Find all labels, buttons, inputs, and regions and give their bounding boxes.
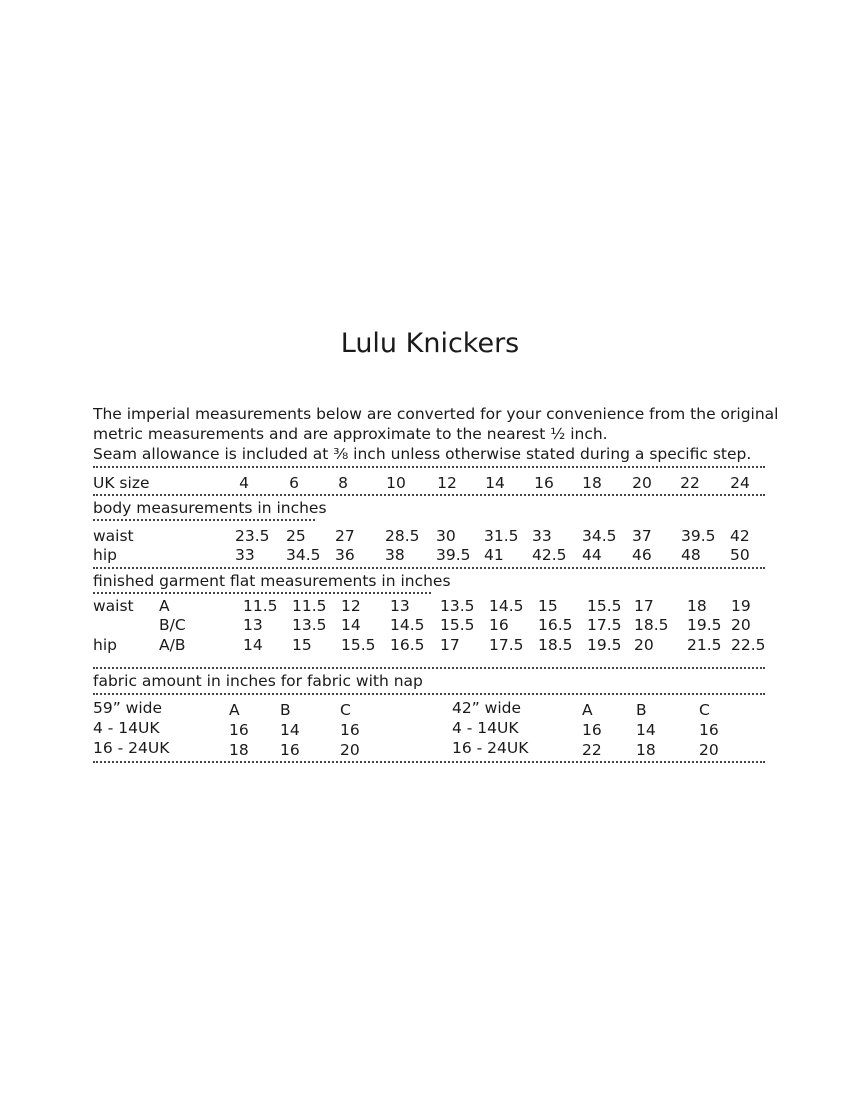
fabric-view-header: B [280, 701, 291, 719]
table-cell: 18 [687, 597, 707, 615]
table-cell: 15 [292, 636, 312, 654]
table-cell: 33 [235, 546, 255, 564]
table-cell: 34.5 [582, 527, 617, 545]
fabric-size-range: 16 - 24UK [93, 739, 170, 757]
divider [93, 667, 765, 669]
table-cell: 11.5 [292, 597, 327, 615]
table-cell: 18.5 [538, 636, 573, 654]
table-cell: 33 [532, 527, 552, 545]
table-cell: 17.5 [489, 636, 524, 654]
fabric-size-range: 16 - 24UK [452, 739, 529, 757]
table-cell: 19.5 [687, 616, 722, 634]
fabric-cell: 20 [340, 741, 360, 759]
table-cell: 39.5 [681, 527, 716, 545]
table-cell: 42.5 [532, 546, 567, 564]
size-header: 10 [386, 474, 406, 492]
table-cell: 39.5 [436, 546, 471, 564]
size-header: 22 [680, 474, 700, 492]
table-cell: 17 [440, 636, 460, 654]
table-cell: 19.5 [587, 636, 622, 654]
table-cell: 16.5 [538, 616, 573, 634]
table-cell: 30 [436, 527, 456, 545]
fabric-view-header: A [229, 701, 240, 719]
view-label: A/B [159, 636, 186, 654]
table-cell: 41 [484, 546, 504, 564]
table-cell: 15 [538, 597, 558, 615]
size-header: 4 [239, 474, 249, 492]
table-cell: 20 [731, 616, 751, 634]
size-header: 6 [289, 474, 299, 492]
table-cell: 20 [634, 636, 654, 654]
size-header: 14 [485, 474, 505, 492]
table-cell: 25 [286, 527, 306, 545]
fabric-cell: 16 [699, 721, 719, 739]
fabric-cell: 14 [636, 721, 656, 739]
table-cell: 31.5 [484, 527, 519, 545]
row-label: hip [93, 546, 117, 564]
fabric-cell: 18 [229, 741, 249, 759]
size-label: UK size [93, 474, 150, 492]
table-cell: 15.5 [587, 597, 622, 615]
table-cell: 17.5 [587, 616, 622, 634]
fabric-view-header: B [636, 701, 647, 719]
table-cell: 14 [243, 636, 263, 654]
size-header: 20 [632, 474, 652, 492]
divider [93, 693, 765, 695]
table-cell: 38 [385, 546, 405, 564]
table-cell: 13 [390, 597, 410, 615]
size-header: 12 [437, 474, 457, 492]
table-cell: 13.5 [292, 616, 327, 634]
size-header: 18 [582, 474, 602, 492]
table-cell: 19 [731, 597, 751, 615]
fabric-width-label: 42” wide [452, 699, 522, 717]
table-cell: 11.5 [243, 597, 278, 615]
table-cell: 21.5 [687, 636, 722, 654]
fabric-cell: 18 [636, 741, 656, 759]
fabric-size-range: 4 - 14UK [93, 719, 160, 737]
table-cell: 48 [681, 546, 701, 564]
size-header: 8 [338, 474, 348, 492]
view-label: B/C [159, 616, 186, 634]
table-cell: 14.5 [489, 597, 524, 615]
table-cell: 13.5 [440, 597, 475, 615]
size-header: 16 [534, 474, 554, 492]
fabric-cell: 16 [340, 721, 360, 739]
table-cell: 27 [335, 527, 355, 545]
row-label: waist [93, 597, 134, 615]
table-cell: 44 [582, 546, 602, 564]
table-cell: 50 [730, 546, 750, 564]
table-cell: 15.5 [341, 636, 376, 654]
fabric-width-label: 59” wide [93, 699, 163, 717]
fabric-cell: 14 [280, 721, 300, 739]
section-heading: body measurements in inches [93, 499, 327, 517]
intro-line-3: Seam allowance is included at ⅜ inch unless otherwise stated during a specific step. [93, 445, 752, 463]
fabric-size-range: 4 - 14UK [452, 719, 519, 737]
fabric-cell: 16 [229, 721, 249, 739]
table-cell: 18.5 [634, 616, 669, 634]
table-cell: 22.5 [731, 636, 766, 654]
table-cell: 37 [632, 527, 652, 545]
page-title: Lulu Knickers [340, 328, 520, 359]
intro-line-2: metric measurements and are approximate to the nearest ½ inch. [93, 425, 608, 443]
divider [93, 567, 765, 569]
table-cell: 14.5 [390, 616, 425, 634]
table-cell: 23.5 [235, 527, 270, 545]
table-cell: 16 [489, 616, 509, 634]
table-cell: 28.5 [385, 527, 420, 545]
fabric-cell: 22 [582, 741, 602, 759]
view-label: A [159, 597, 170, 615]
divider [93, 494, 765, 496]
fabric-view-header: A [582, 701, 593, 719]
row-label: hip [93, 636, 117, 654]
table-cell: 36 [335, 546, 355, 564]
table-cell: 16.5 [390, 636, 425, 654]
table-cell: 14 [341, 616, 361, 634]
fabric-cell: 20 [699, 741, 719, 759]
fabric-view-header: C [340, 701, 351, 719]
table-cell: 46 [632, 546, 652, 564]
section-heading: fabric amount in inches for fabric with nap [93, 672, 423, 690]
table-cell: 15.5 [440, 616, 475, 634]
fabric-view-header: C [699, 701, 710, 719]
table-cell: 12 [341, 597, 361, 615]
table-cell: 34.5 [286, 546, 321, 564]
fabric-cell: 16 [280, 741, 300, 759]
divider [93, 519, 315, 521]
row-label: waist [93, 527, 134, 545]
size-header: 24 [730, 474, 750, 492]
table-cell: 42 [730, 527, 750, 545]
divider [93, 466, 765, 468]
table-cell: 13 [243, 616, 263, 634]
table-cell: 17 [634, 597, 654, 615]
section-heading: finished garment flat measurements in inches [93, 572, 451, 590]
intro-line-1: The imperial measurements below are converted for your convenience from the original [93, 405, 779, 423]
divider [93, 592, 431, 594]
divider [93, 761, 765, 763]
fabric-cell: 16 [582, 721, 602, 739]
